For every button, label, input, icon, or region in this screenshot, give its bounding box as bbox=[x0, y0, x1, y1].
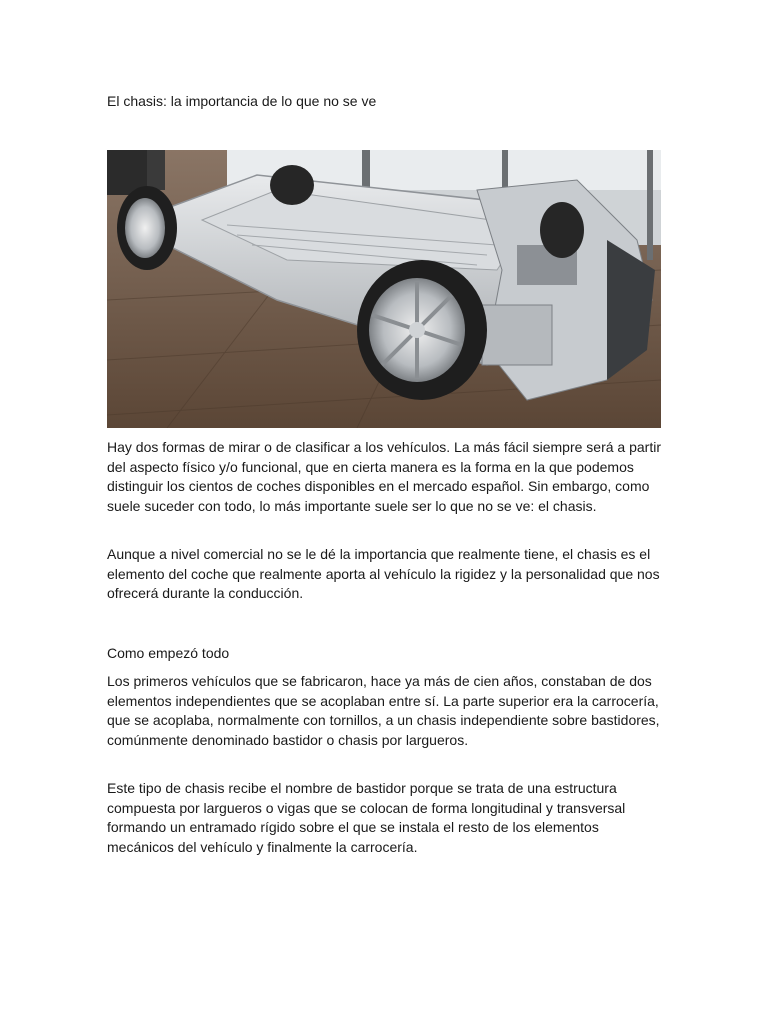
section-paragraph-1: Los primeros vehículos que se fabricaron, hace ya más de cien años, constaban de dos elementos independientes que se acoplaban entre sí. La parte superior era la carrocería, que se acoplaba, normalmente con tornillos, a un chasis independiente sobre bastidores, comúnmente denominado bastidor o chasis por largueros. bbox=[107, 673, 660, 748]
chassis-photo bbox=[107, 150, 661, 428]
document-title: El chasis: la importancia de lo que no se ve bbox=[107, 93, 377, 109]
intro-paragraph-1: Hay dos formas de mirar o de clasificar a los vehículos. La más fácil siempre será a partir del aspecto físico y/o funcional, que en cierta manera es la forma en la que podemos distinguir los cientos de coches disponibles en el mercado español. Sin embargo, como suele suceder con todo, lo más importante suele ser lo que no se ve: el chasis. bbox=[107, 439, 661, 514]
section-paragraph-2: Este tipo de chasis recibe el nombre de bastidor porque se trata de una estructura compuesta por largueros o vigas que se colocan de forma longitudinal y transversal formando un entramado rígido sobre el que se instala el resto de los elementos mecánicos del vehículo y finalmente la carrocería. bbox=[107, 780, 626, 855]
intro-paragraph-2: Aunque a nivel comercial no se le dé la importancia que realmente tiene, el chasis es el elemento del coche que realmente aporta al vehículo la rigidez y la personalidad que nos ofrecerá durante la conducción. bbox=[107, 546, 660, 601]
section-heading: Como empezó todo bbox=[107, 645, 230, 661]
